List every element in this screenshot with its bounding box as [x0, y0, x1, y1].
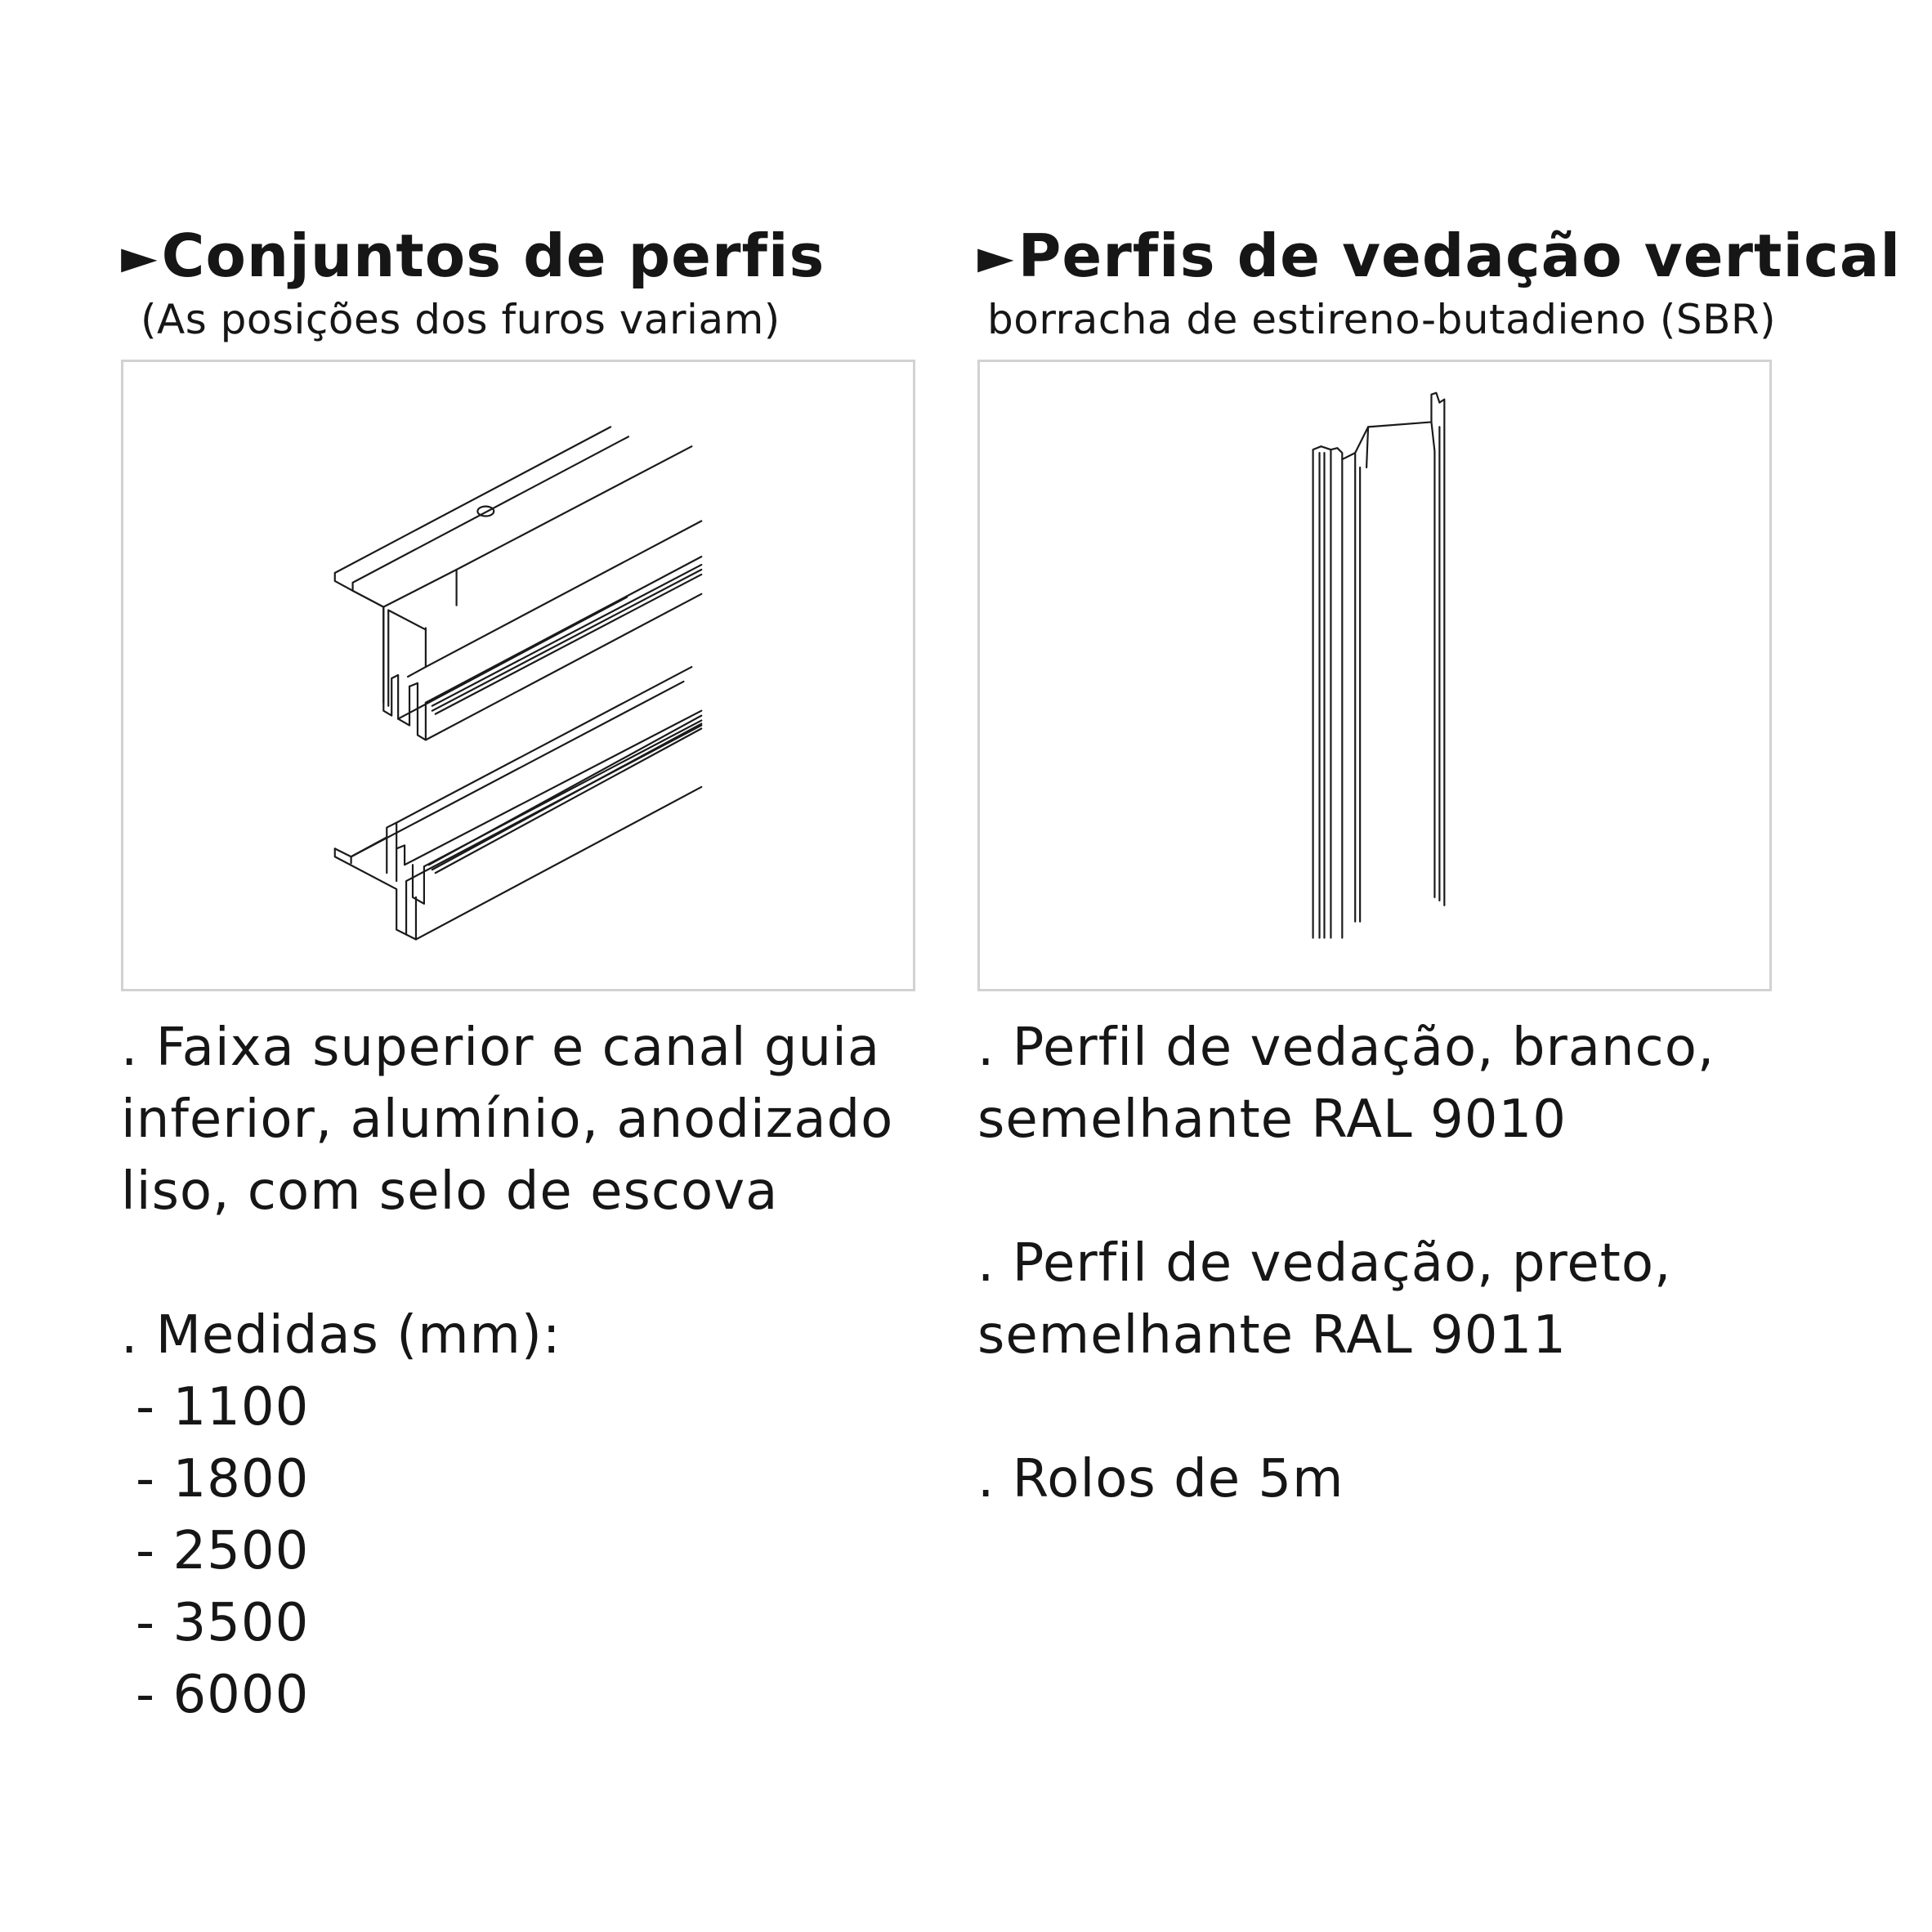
white-profile-line-2: semelhante RAL 9010 [977, 1089, 1567, 1150]
right-column [977, 221, 1902, 1509]
left-desc-line-1: . Faixa superior e canal guia [121, 1017, 881, 1078]
measures-label: . Medidas (mm): [121, 1305, 561, 1366]
right-title [977, 221, 1902, 292]
measure-item: - 2500 [136, 1521, 310, 1581]
left-column [121, 221, 922, 1725]
left-title-text: Conjuntos de perfis [161, 221, 825, 290]
right-subtitle: borracha de estireno-butadieno (SBR) [987, 296, 1777, 343]
black-profile-line-1: . Perfil de vedação, preto, [977, 1233, 1672, 1294]
measure-item: - 6000 [136, 1665, 310, 1725]
measure-item: - 1100 [136, 1377, 310, 1438]
left-subtitle: (As posições dos furos variam) [141, 296, 780, 343]
play-arrow-icon: ► [977, 229, 1015, 284]
white-profile-line-1: . Perfil de vedação, branco, [977, 1017, 1715, 1078]
rolls-info: . Rolos de 5m [977, 1449, 1344, 1509]
left-description [121, 1012, 987, 1731]
measure-item: - 1800 [136, 1449, 310, 1509]
play-arrow-icon: ► [121, 229, 159, 284]
left-title [121, 221, 922, 292]
right-description [977, 1012, 1844, 1515]
right-title-text: Perfis de vedação vertical [1017, 221, 1902, 290]
left-desc-line-3: liso, com selo de escova [121, 1161, 779, 1222]
left-desc-line-2: inferior, alumínio, anodizado [121, 1089, 894, 1150]
right-figure [977, 360, 1772, 991]
measure-item: - 3500 [136, 1593, 310, 1653]
vertical-seal-profile-icon [980, 362, 1769, 989]
left-figure [121, 360, 915, 991]
aluminium-rail-profiles-icon [123, 362, 913, 989]
black-profile-line-2: semelhante RAL 9011 [977, 1305, 1567, 1366]
